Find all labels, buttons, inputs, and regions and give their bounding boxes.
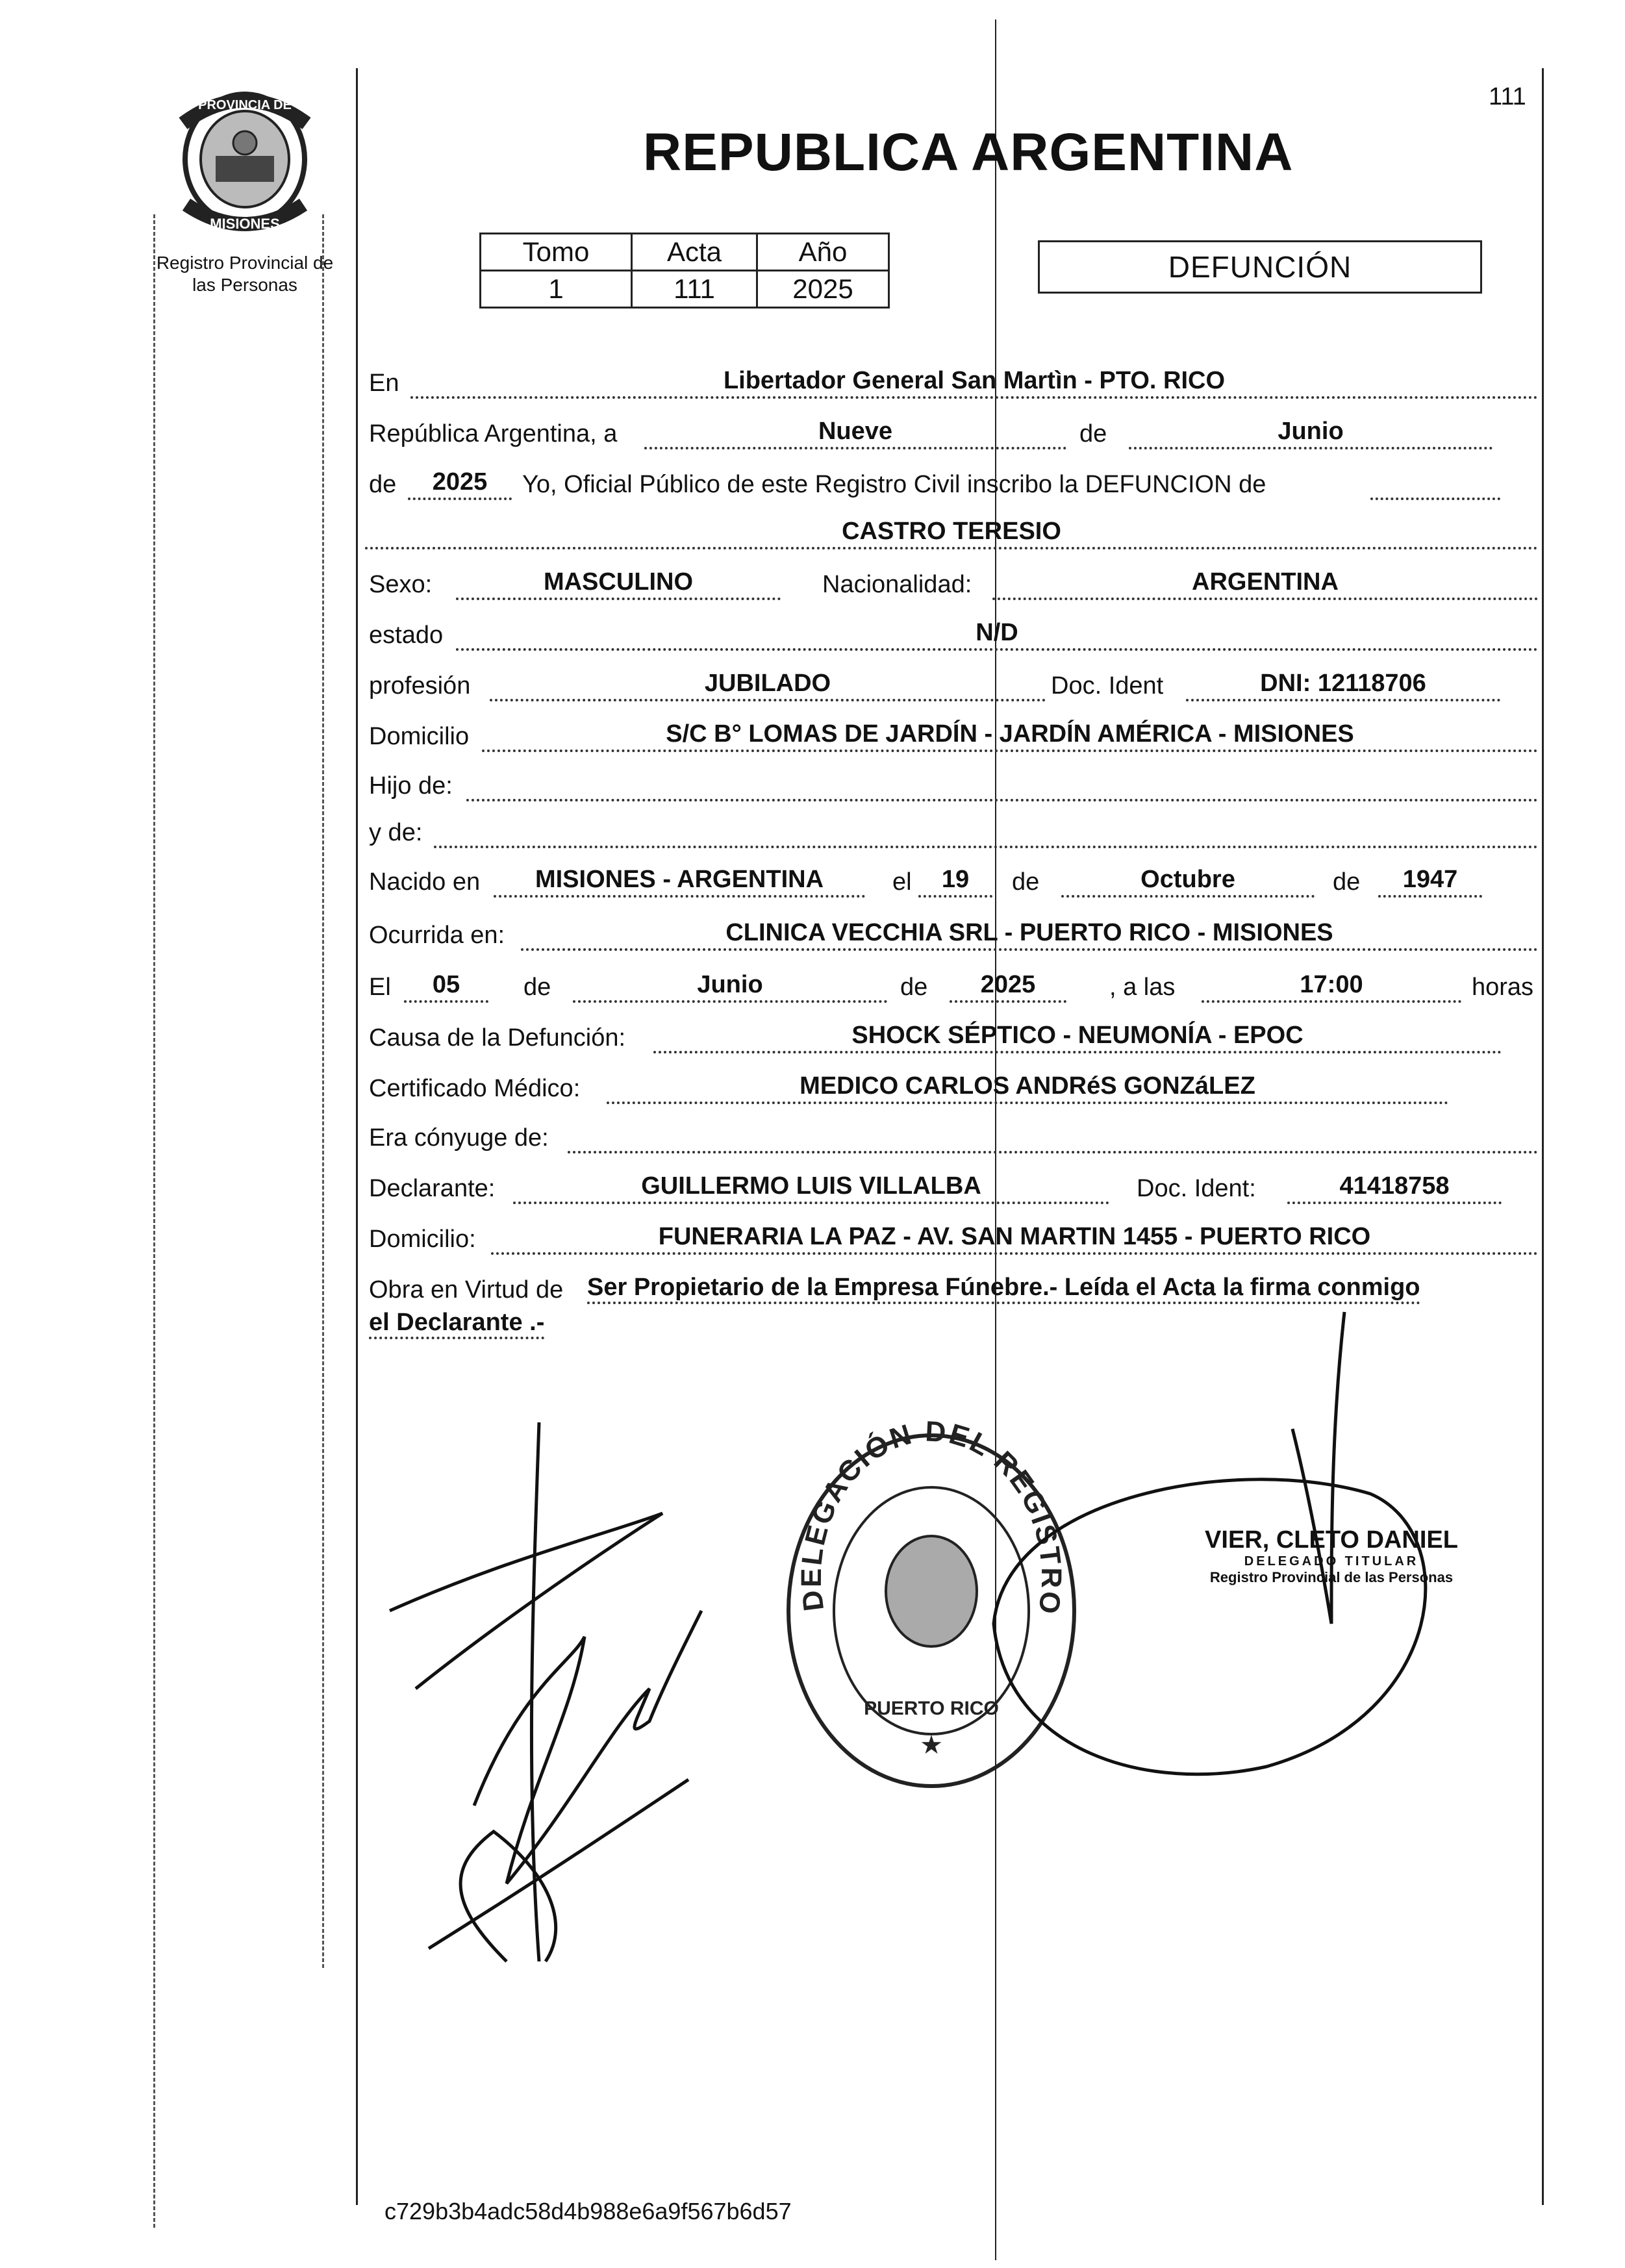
alas-label: , a las xyxy=(1109,974,1176,1001)
domicilio-field: S/C B° LOMAS DE JARDÍN - JARDÍN AMÉRICA - MISIONES xyxy=(482,720,1538,752)
form-line-declarante xyxy=(365,1169,1538,1205)
stamp-round-text: DELEGACIÓN DEL REGISTRO DE LAS PERSONAS xyxy=(770,1404,1068,1630)
form-line-conyuge xyxy=(365,1118,1538,1155)
oficial-text: Yo, Oficial Público de este Registro Civil inscribo la DEFUNCION de xyxy=(522,471,1266,498)
republica-label: República Argentina, a xyxy=(369,420,618,447)
place-field: Libertador General San Martìn - PTO. RICO xyxy=(410,366,1538,399)
official-text-stamp xyxy=(1182,1526,1481,1586)
el-label: el xyxy=(892,868,912,896)
form-line-oficial xyxy=(365,465,1538,501)
obra-label: Obra en Virtud de xyxy=(369,1276,564,1304)
acta-table-header-row xyxy=(481,234,889,271)
yde-label: y de: xyxy=(369,819,423,846)
def-hora-field: 17:00 xyxy=(1202,970,1461,1003)
day-word-field: Nueve xyxy=(644,417,1066,449)
anio-header: Año xyxy=(757,234,889,271)
ocurrida-label: Ocurrida en: xyxy=(369,922,505,949)
def-anio-field: 2025 xyxy=(950,970,1066,1003)
form-line-domicilio xyxy=(365,717,1538,753)
causa-field: SHOCK SÉPTICO - NEUMONÍA - EPOC xyxy=(653,1021,1502,1053)
form-line-hijo xyxy=(365,766,1538,803)
punch-margin-dashes-right xyxy=(322,214,324,1968)
declarante-label: Declarante: xyxy=(369,1175,496,1202)
yde-field xyxy=(434,816,1538,848)
form-line-sexo xyxy=(365,565,1538,601)
month-field: Junio xyxy=(1129,417,1493,449)
tomo-value: 1 xyxy=(481,271,632,308)
def-mes-field: Junio xyxy=(573,970,887,1003)
official-org: Registro Provincial de las Personas xyxy=(1209,1569,1454,1585)
form-line-certificado xyxy=(365,1069,1538,1105)
left-margin-line xyxy=(356,68,358,2205)
declarant-signature xyxy=(377,1416,740,1974)
conyuge-label: Era cónyuge de: xyxy=(369,1124,549,1152)
nacido-mes-field: Octubre xyxy=(1061,865,1315,898)
year-field: 2025 xyxy=(408,468,512,500)
doc-ident2-label: Doc. Ident: xyxy=(1137,1175,1256,1202)
ocurrida-field: CLINICA VECCHIA SRL - PUERTO RICO - MISIONES xyxy=(521,918,1538,951)
acta-table xyxy=(479,233,890,309)
profesion-field: JUBILADO xyxy=(490,669,1046,701)
page-number: 111 xyxy=(1489,83,1526,110)
anio-value: 2025 xyxy=(757,271,889,308)
form-line-deceased xyxy=(365,514,1538,551)
obra-text: Ser Propietario de la Empresa Fúnebre.- Leída el Acta la firma conmigo xyxy=(587,1274,1420,1304)
acta-header: Acta xyxy=(632,234,757,271)
certificado-label: Certificado Médico: xyxy=(369,1075,581,1102)
de-label-4: de xyxy=(1333,868,1361,896)
hijo-label: Hijo de: xyxy=(369,772,453,800)
declarante-field: GUILLERMO LUIS VILLALBA xyxy=(513,1172,1109,1204)
estado-label: estado xyxy=(369,622,444,649)
causa-label: Causa de la Defunción: xyxy=(369,1024,626,1052)
profesion-label: profesión xyxy=(369,672,471,699)
doc-ident-field: DNI: 12118706 xyxy=(1186,669,1500,701)
nacido-lugar-field: MISIONES - ARGENTINA xyxy=(494,865,865,898)
form-line-causa xyxy=(365,1018,1538,1055)
registry-caption xyxy=(144,252,346,296)
official-name: VIER, CLETO DANIEL xyxy=(1205,1526,1458,1554)
misiones-coat-of-arms-logo xyxy=(170,84,320,240)
doc-ident-label: Doc. Ident xyxy=(1051,672,1164,699)
nacido-label: Nacido en xyxy=(369,868,481,896)
nacido-anio-field: 1947 xyxy=(1378,865,1482,898)
de-label-5: de xyxy=(523,974,551,1001)
horas-label: horas xyxy=(1472,974,1534,1001)
def-dia-field: 05 xyxy=(404,970,488,1003)
right-margin-line xyxy=(1542,68,1544,2205)
form-line-ocurrida xyxy=(365,916,1538,952)
document-hash: c729b3b4adc58d4b988e6a9f567b6d57 xyxy=(384,2198,792,2224)
document-type-box xyxy=(1038,240,1482,294)
stamp-inner-text: PUERTO RICO xyxy=(864,1698,999,1719)
form-line-fecha-defuncion xyxy=(365,968,1538,1004)
nacionalidad-label: Nacionalidad: xyxy=(822,571,972,598)
conyuge-field xyxy=(568,1121,1538,1153)
official-title: DELEGADO TITULAR xyxy=(1244,1554,1419,1569)
sexo-field: MASCULINO xyxy=(456,568,781,600)
doc-ident2-field: 41418758 xyxy=(1287,1172,1502,1204)
document-type: DEFUNCIÓN xyxy=(1168,250,1352,284)
el-cap-label: El xyxy=(369,974,391,1001)
domicilio-label: Domicilio xyxy=(369,723,470,750)
form-line-nacido xyxy=(365,863,1538,899)
form-line-estado xyxy=(365,616,1538,652)
form-line-profesion xyxy=(365,666,1538,703)
de-label-6: de xyxy=(900,974,928,1001)
form-line-place xyxy=(365,364,1538,400)
domicilio2-field: FUNERARIA LA PAZ - AV. SAN MARTIN 1455 - PUERTO RICO xyxy=(491,1222,1538,1255)
hijo-field xyxy=(466,769,1538,801)
oficial-trailing-dots xyxy=(1370,468,1500,500)
form-line-yde xyxy=(365,813,1538,850)
certificado-field: MEDICO CARLOS ANDRéS GONZáLEZ xyxy=(607,1072,1448,1104)
logo-text-bottom: MISIONES xyxy=(210,216,280,232)
de-label-3: de xyxy=(1012,868,1040,896)
de-label-2: de xyxy=(369,471,397,498)
registry-caption-line1: Registro Provincial de xyxy=(156,253,334,273)
sexo-label: Sexo: xyxy=(369,571,433,598)
nacido-dia-field: 19 xyxy=(918,865,992,898)
registry-caption-line2: las Personas xyxy=(192,275,297,295)
logo-text-top: PROVINCIA DE xyxy=(198,98,292,112)
form-line-domicilio2 xyxy=(365,1220,1538,1256)
deceased-name-field: CASTRO TERESIO xyxy=(365,517,1538,549)
acta-value: 111 xyxy=(632,271,757,308)
punch-margin-dashes-left xyxy=(153,214,155,2228)
star-icon: ★ xyxy=(920,1731,943,1759)
domicilio2-label: Domicilio: xyxy=(369,1226,476,1253)
tomo-header: Tomo xyxy=(481,234,632,271)
de-label-1: de xyxy=(1079,420,1107,447)
form-line-date xyxy=(365,414,1538,451)
estado-field: N/D xyxy=(456,618,1538,651)
nacionalidad-field: ARGENTINA xyxy=(992,568,1538,600)
country-title: REPUBLICA ARGENTINA xyxy=(643,123,1294,182)
en-label: En xyxy=(369,370,399,397)
acta-table-value-row xyxy=(481,271,889,308)
obra-text-2: el Declarante .- xyxy=(369,1309,544,1339)
